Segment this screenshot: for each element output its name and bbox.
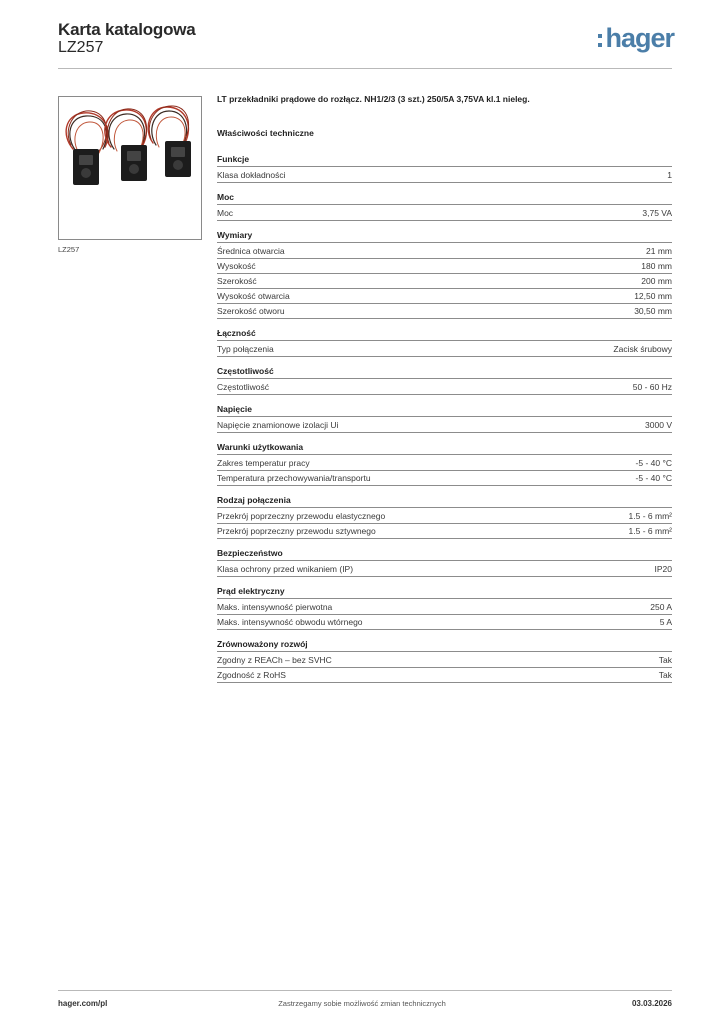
spec-value: Zacisk śrubowy (613, 344, 672, 354)
footer-divider (58, 990, 672, 991)
section-title: Zrównoważony rozwój (217, 638, 672, 652)
spec-sections (217, 153, 672, 683)
spec-section (217, 229, 672, 319)
spec-value: 50 - 60 Hz (632, 382, 672, 392)
spec-section (217, 365, 672, 395)
section-title: Moc (217, 191, 672, 205)
spec-value: Tak (658, 670, 672, 680)
section-title: Napięcie (217, 403, 672, 417)
hager-logo (598, 25, 674, 52)
spec-label: Maks. intensywność pierwotna (217, 602, 333, 612)
spec-row (217, 668, 672, 683)
spec-label: Wysokość (217, 261, 256, 271)
spec-row (217, 289, 672, 304)
logo-colon-icon (598, 34, 602, 47)
section-title: Rodzaj połączenia (217, 494, 672, 508)
spec-value: -5 - 40 °C (635, 458, 672, 468)
spec-label: Częstotliwość (217, 382, 269, 392)
spec-row (217, 304, 672, 319)
section-title: Wymiary (217, 229, 672, 243)
spec-value: 3000 V (645, 420, 672, 430)
spec-row (217, 259, 672, 274)
spec-row (217, 600, 672, 615)
spec-section (217, 191, 672, 221)
specification-content (217, 94, 672, 691)
spec-label: Zgodny z REACh – bez SVHC (217, 655, 332, 665)
spec-section (217, 327, 672, 357)
spec-label: Typ połączenia (217, 344, 274, 354)
section-title: Częstotliwość (217, 365, 672, 379)
section-title: Bezpieczeństwo (217, 547, 672, 561)
spec-row (217, 562, 672, 577)
spec-row (217, 206, 672, 221)
spec-row (217, 615, 672, 630)
spec-section (217, 403, 672, 433)
spec-section (217, 585, 672, 630)
spec-label: Klasa dokładności (217, 170, 286, 180)
footer-website[interactable]: hager.com/pl (58, 999, 108, 1008)
spec-value: 1.5 - 6 mm² (628, 526, 672, 536)
section-title: Łączność (217, 327, 672, 341)
image-caption: LZ257 (58, 245, 80, 254)
section-title: Funkcje (217, 153, 672, 167)
product-description: LT przekładniki prądowe do rozłącz. NH1/2/3 (3 szt.) 250/5A 3,75VA kl.1 nieleg. (217, 94, 530, 104)
spec-section (217, 441, 672, 486)
spec-row (217, 418, 672, 433)
spec-row (217, 244, 672, 259)
spec-row (217, 653, 672, 668)
header-divider (58, 68, 672, 69)
spec-label: Zgodność z RoHS (217, 670, 286, 680)
spec-value: 1 (667, 170, 672, 180)
spec-row (217, 509, 672, 524)
spec-value: -5 - 40 °C (635, 473, 672, 483)
spec-section (217, 638, 672, 683)
spec-row (217, 380, 672, 395)
spec-label: Średnica otwarcia (217, 246, 285, 256)
spec-label: Temperatura przechowywania/transportu (217, 473, 371, 483)
current-transformer-image (59, 97, 201, 239)
product-image (58, 96, 202, 240)
spec-value: 30,50 mm (634, 306, 672, 316)
spec-value: 180 mm (641, 261, 672, 271)
spec-row (217, 524, 672, 539)
spec-label: Wysokość otwarcia (217, 291, 290, 301)
spec-label: Maks. intensywność obwodu wtórnego (217, 617, 363, 627)
spec-label: Przekrój poprzeczny przewodu elastycznego (217, 511, 386, 521)
logo-text: hager (605, 23, 674, 53)
spec-section (217, 494, 672, 539)
spec-value: 200 mm (641, 276, 672, 286)
spec-label: Szerokość otworu (217, 306, 285, 316)
spec-value: 250 A (650, 602, 672, 612)
spec-label: Zakres temperatur pracy (217, 458, 310, 468)
technical-properties-heading: Właściwości techniczne (217, 128, 314, 138)
section-title: Prąd elektryczny (217, 585, 672, 599)
footer-disclaimer: Zastrzegamy sobie możliwość zmian technicznych (278, 999, 446, 1008)
spec-section (217, 547, 672, 577)
spec-value: 21 mm (646, 246, 672, 256)
spec-value: 3,75 VA (642, 208, 672, 218)
spec-section (217, 153, 672, 183)
spec-value: 1.5 - 6 mm² (628, 511, 672, 521)
spec-label: Moc (217, 208, 234, 218)
spec-value: 5 A (659, 617, 672, 627)
spec-row (217, 471, 672, 486)
spec-value: IP20 (654, 564, 672, 574)
spec-value: Tak (658, 655, 672, 665)
spec-label: Szerokość (217, 276, 257, 286)
spec-label: Napięcie znamionowe izolacji Ui (217, 420, 339, 430)
spec-row (217, 168, 672, 183)
footer-date: 03.03.2026 (631, 999, 672, 1008)
document-title: Karta katalogowa (58, 20, 196, 39)
spec-value: 12,50 mm (634, 291, 672, 301)
spec-label: Klasa ochrony przed wnikaniem (IP) (217, 564, 354, 574)
spec-row (217, 342, 672, 357)
spec-label: Przekrój poprzeczny przewodu sztywnego (217, 526, 376, 536)
spec-row (217, 274, 672, 289)
product-code: LZ257 (58, 39, 104, 56)
section-title: Warunki użytkowania (217, 441, 672, 455)
spec-row (217, 456, 672, 471)
